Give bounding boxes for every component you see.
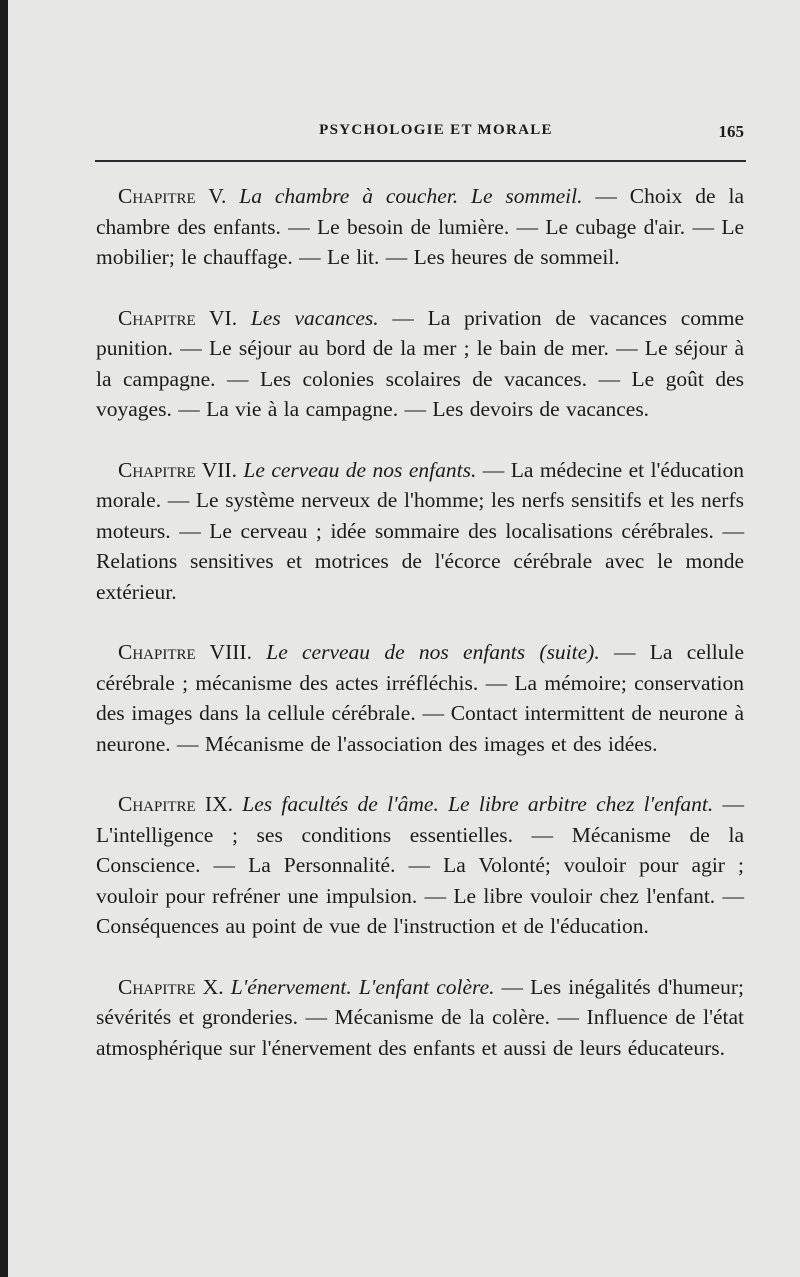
header-rule (95, 160, 746, 162)
table-of-contents (96, 181, 744, 1093)
chapter-title: L'énervement. L'enfant colère. (230, 974, 495, 999)
chapter-summary: — L'intelligence ; ses conditions essentielles. — Mécanisme de la Conscience. — La Personnalité. — La Volonté; vouloir pour agir ; vouloir pour refréner une impulsion. — Le libre vouloir chez l'enfant. — Conséquences au point de vue de l'instruction et de l'éducation. (96, 792, 745, 938)
chapter-summary: — La cellule cérébrale ; mécanisme des actes irréfléchis. — La mémoire; conservation des images dans la cellule cérébrale. — Contact intermittent de neurone à neurone. — Mécanisme de l'association des images et des idées. (96, 640, 745, 756)
chapter-heading: Chapitre VIII. (118, 640, 252, 664)
chapter-summary: — La privation de vacances comme punition. — Le séjour au bord de la mer ; le bain de mer. — Le séjour à la campagne. — Les colonies scolaires de vacances. — Le goût des voyages. — La vie à la campagne. — Les devoirs de vacances. (96, 305, 745, 421)
chapter-entry-x (96, 972, 744, 1064)
chapter-title: Les vacances. (250, 305, 379, 330)
chapter-entry-viii (96, 637, 744, 759)
running-head (98, 118, 744, 148)
chapter-title: Le cerveau de nos enfants. (243, 457, 477, 482)
running-head-title: PSYCHOLOGIE ET MORALE (319, 122, 553, 138)
chapter-summary: — Les inégalités d'humeur; sévérités et gronderies. — Mécanisme de la colère. — Influence de l'état atmosphérique sur l'énervement des enfants et aussi de leurs éducateurs. (96, 974, 744, 1060)
book-page (8, 0, 800, 1277)
chapter-title: Le cerveau de nos enfants (suite). (266, 640, 600, 664)
chapter-entry-vi (96, 303, 744, 425)
chapter-heading: Chapitre X. (118, 974, 224, 999)
chapter-heading: Chapitre IX. (118, 792, 233, 816)
chapter-summary: — Choix de la chambre des enfants. — Le besoin de lumière. — Le cubage d'air. — Le mobilier; le chauffage. — Le lit. — Les heures de sommeil. (96, 184, 745, 269)
chapter-heading: Chapitre VII. (118, 457, 237, 482)
chapter-heading: Chapitre V. (118, 184, 227, 208)
chapter-heading: Chapitre VI. (118, 305, 238, 330)
page-number: 165 (718, 122, 744, 141)
chapter-summary: — La médecine et l'éducation morale. — Le système nerveux de l'homme; les nerfs sensitifs et les nerfs moteurs. — Le cerveau ; idée sommaire des localisations cérébrales. — Relations sensitives et motrices de l'écorce cérébrale avec le monde extérieur. (96, 457, 744, 604)
chapter-entry-vii (96, 455, 744, 608)
chapter-entry-v (96, 181, 744, 273)
chapter-title: La chambre à coucher. Le sommeil. (239, 184, 583, 208)
chapter-entry-ix (96, 789, 744, 942)
chapter-title: Les facultés de l'âme. Le libre arbitre chez l'enfant. (242, 792, 714, 816)
